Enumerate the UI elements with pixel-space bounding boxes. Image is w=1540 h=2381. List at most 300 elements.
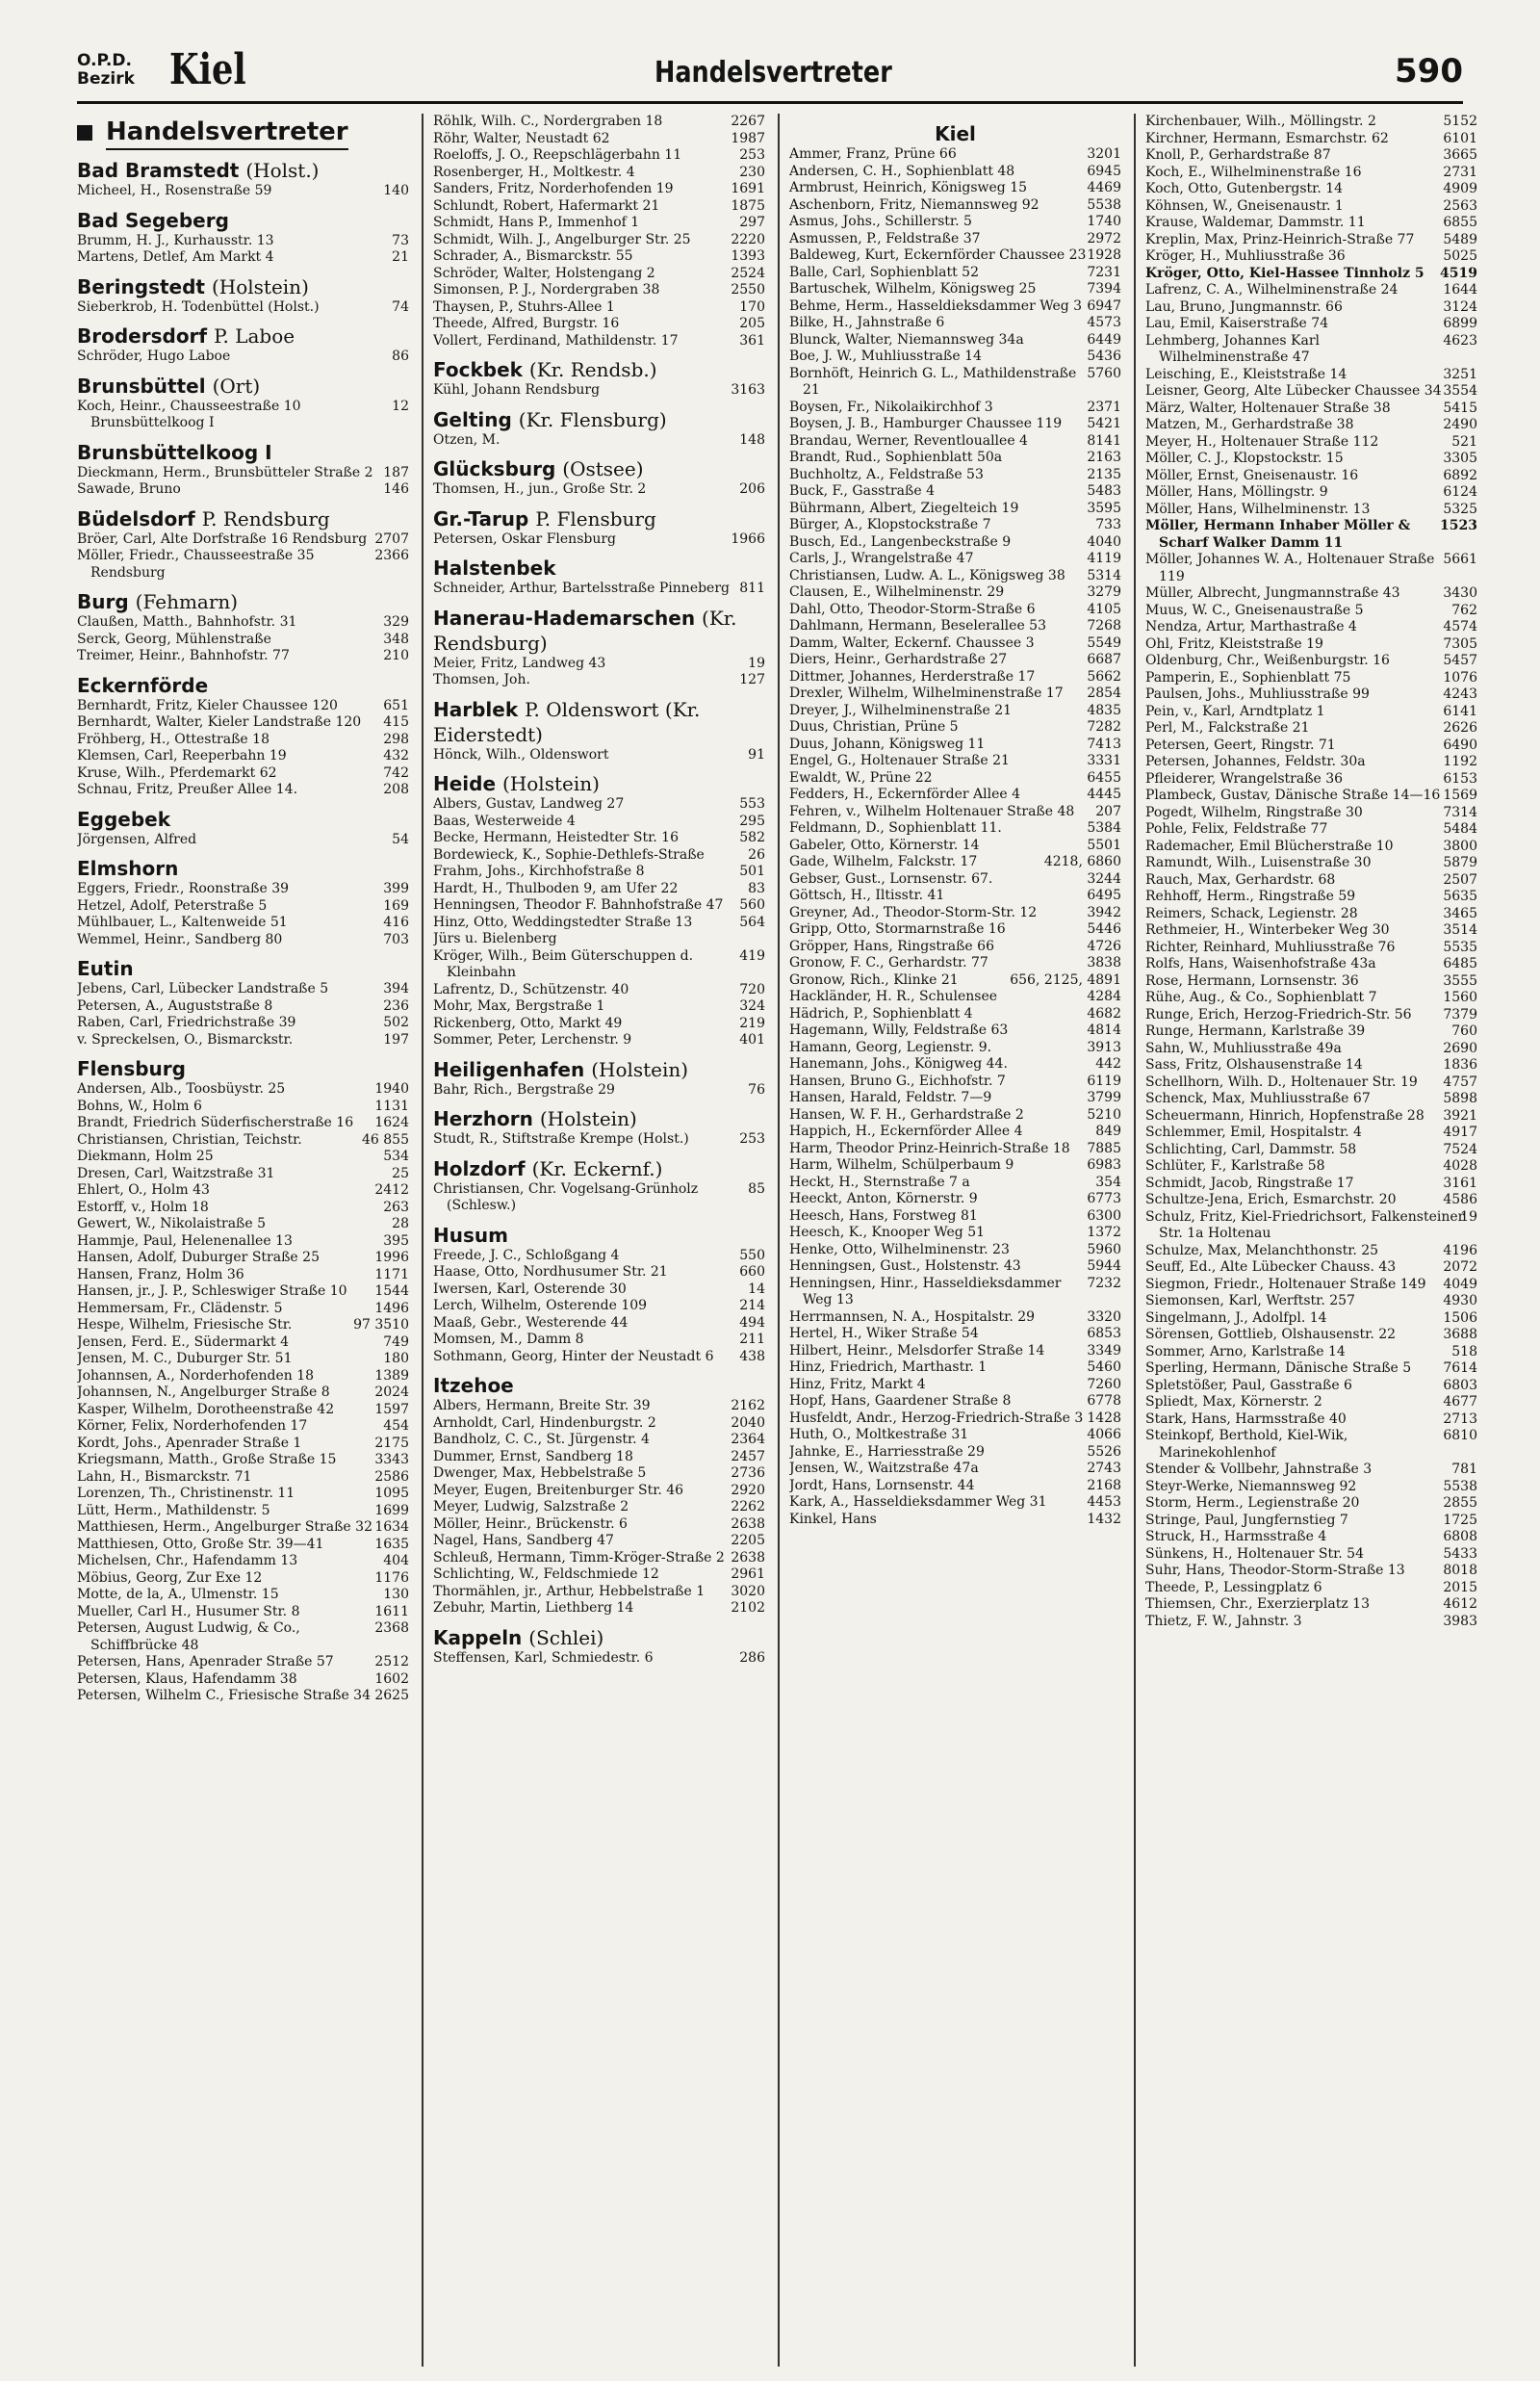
locality-name: Eggebek (77, 807, 171, 831)
directory-entry (77, 1216, 409, 1233)
phone-number: 6485 (1443, 956, 1477, 971)
entry-text: Hansen, Harald, Feldstr. 7—9 (789, 1090, 992, 1105)
phone-number: 3201 (1087, 146, 1121, 162)
entry-text: Bahr, Rich., Bergstraße 29 (433, 1081, 615, 1098)
entry-text: Rühe, Aug., & Co., Sophienblatt 7 (1145, 990, 1377, 1005)
entry-text: Baldeweg, Kurt, Eckernförder Chaussee 23 (789, 247, 1087, 263)
phone-number: 7305 (1443, 635, 1477, 652)
directory-entry (789, 905, 1121, 922)
phone-number: 5483 (1087, 483, 1121, 499)
phone-number: 1836 (1443, 1057, 1477, 1073)
directory-entry (789, 1225, 1121, 1242)
phone-number: 6687 (1087, 652, 1121, 667)
directory-entry (77, 748, 409, 765)
entry-text: Bröer, Carl, Alte Dorfstraße 16 Rendsburg (77, 531, 368, 547)
phone-number: 1523 (1440, 518, 1477, 533)
column-3 (789, 114, 1121, 2367)
directory-entry (77, 233, 409, 250)
entry-text: Hinz, Friedrich, Marthastr. 1 (789, 1359, 988, 1375)
entry-text: Huth, O., Moltkestraße 31 (789, 1427, 969, 1442)
phone-number: 6449 (1087, 331, 1121, 348)
phone-number: 494 (739, 1314, 765, 1331)
entry-text: Estorff, v., Holm 18 (77, 1199, 209, 1215)
directory-entry (77, 1553, 409, 1570)
locality-heading (77, 589, 409, 614)
entry-text: Hansen, Adolf, Duburger Straße 25 (77, 1250, 320, 1265)
phone-number: 7885 (1087, 1140, 1121, 1156)
phone-number: 4623 (1443, 332, 1477, 349)
phone-number: 550 (739, 1247, 765, 1263)
phone-number: 12 (392, 398, 409, 414)
phone-number: 140 (383, 183, 409, 198)
locality-heading (77, 506, 409, 531)
directory-entry (1145, 922, 1477, 940)
locality-qualifier: (Kr. Flensburg) (518, 407, 667, 431)
locality-qualifier: (Holstein) (539, 1107, 637, 1130)
phone-number: 4445 (1087, 787, 1121, 802)
directory-entry (77, 1099, 409, 1116)
directory-entry (433, 248, 765, 266)
phone-number: 760 (1451, 1023, 1477, 1039)
phone-number: 2205 (731, 1533, 765, 1548)
directory-entry (789, 433, 1121, 451)
phone-number: 6983 (1087, 1157, 1121, 1173)
directory-entry (789, 366, 1121, 400)
entry-text: Henningsen, Theodor F. Bahnhofstraße 47 (433, 897, 724, 913)
phone-number: 2972 (1087, 230, 1121, 246)
phone-number: 1432 (1087, 1511, 1121, 1527)
directory-entry (1145, 1041, 1477, 1058)
directory-entry (433, 1264, 765, 1281)
locality-name: Brodersdorf (77, 324, 208, 348)
locality-qualifier: (Kr. Rendsb.) (528, 358, 657, 381)
page-number: 590 (1395, 52, 1463, 91)
section-square-icon (77, 125, 92, 141)
directory-entry (77, 632, 409, 649)
phone-number: 2102 (731, 1600, 765, 1616)
phone-number: 3320 (1087, 1308, 1121, 1325)
phone-number: 7260 (1087, 1376, 1121, 1392)
entry-text: Kreplin, Max, Prinz-Heinrich-Straße 77 (1145, 231, 1415, 247)
entry-text: Möller, Johannes W. A., Holtenauer Straße 119 (1145, 552, 1435, 584)
directory-entry (1145, 1529, 1477, 1546)
phone-number: 534 (383, 1149, 409, 1164)
phone-number: 660 (739, 1264, 765, 1280)
locality-qualifier: (Holstein) (211, 274, 309, 298)
locality-qualifier: P. Oldenswort (Kr. Eiderstedt) (433, 697, 701, 746)
directory-entry (1145, 367, 1477, 384)
entry-text: Hanemann, Johs., Königweg 44. (789, 1056, 1008, 1072)
directory-entry (1145, 502, 1477, 519)
directory-entry (789, 298, 1121, 316)
entry-text: Gripp, Otto, Stormarnstraße 16 (789, 921, 1006, 937)
locality-name: Brunsbüttel (77, 374, 206, 398)
entry-text: Martens, Detlef, Am Markt 4 (77, 249, 274, 265)
phone-number: 3800 (1443, 838, 1477, 854)
entry-text: Diekmann, Holm 25 (77, 1149, 214, 1164)
phone-number: 5960 (1087, 1241, 1121, 1257)
entry-text: Hammje, Paul, Helenenallee 13 (77, 1232, 293, 1249)
entry-text: Sommer, Arno, Karlstraße 14 (1145, 1343, 1346, 1359)
entry-text: Mueller, Carl H., Husumer Str. 8 (77, 1603, 300, 1619)
phone-number: 454 (383, 1418, 409, 1434)
directory-entry (77, 1469, 409, 1487)
phone-number: 8018 (1443, 1563, 1477, 1578)
directory-entry (433, 1181, 765, 1215)
directory-entry (1145, 1344, 1477, 1361)
directory-entry (77, 732, 409, 749)
directory-entry (77, 1503, 409, 1520)
entry-text: Rose, Hermann, Lornsenstr. 36 (1145, 972, 1359, 989)
locality-name: Eutin (77, 957, 134, 980)
directory-entry (77, 1200, 409, 1217)
entry-text: Dieckmann, Herm., Brunsbütteler Straße 2 (77, 464, 373, 480)
entry-text: Sothmann, Georg, Hinter der Neustadt 6 (433, 1348, 714, 1364)
directory-entry (1145, 1209, 1477, 1243)
phone-number: 2855 (1443, 1495, 1477, 1511)
phone-number: 1076 (1443, 669, 1477, 686)
locality-name: Bad Bramstedt (77, 159, 240, 182)
entry-text: Richter, Reinhard, Muhliusstraße 76 (1145, 939, 1396, 955)
phone-number: 4119 (1087, 551, 1121, 566)
locality-heading (77, 158, 409, 183)
entry-text: Schneider, Arthur, Bartelsstraße Pinneberg (433, 581, 730, 596)
directory-entry (789, 871, 1121, 889)
directory-entry (789, 1242, 1121, 1259)
entry-text: Dummer, Ernst, Sandberg 18 (433, 1448, 633, 1464)
phone-number: 3554 (1443, 383, 1477, 399)
directory-entry (77, 1149, 409, 1166)
directory-entry (433, 165, 765, 182)
phone-number: 501 (739, 864, 765, 879)
directory-entry (789, 1512, 1121, 1529)
locality-name: Flensburg (77, 1057, 186, 1080)
directory-entry (433, 1398, 765, 1415)
entry-text: Engel, G., Holtenauer Straße 21 (789, 753, 1010, 768)
directory-entry (789, 1090, 1121, 1107)
phone-number: 4930 (1443, 1293, 1477, 1308)
phone-number: 2024 (374, 1385, 409, 1400)
locality-heading (433, 606, 765, 656)
entry-text: Boysen, J. B., Hamburger Chaussee 119 (789, 416, 1063, 431)
phone-number: 1940 (374, 1081, 409, 1097)
phone-number: 6300 (1087, 1207, 1121, 1224)
directory-entry (433, 814, 765, 831)
directory-entry (1145, 451, 1477, 468)
entry-text: Bernhardt, Walter, Kieler Landstraße 120 (77, 714, 362, 730)
phone-number: 2736 (731, 1465, 765, 1481)
phone-number: 295 (739, 813, 765, 829)
directory-entry (789, 635, 1121, 653)
locality-heading (77, 324, 409, 349)
entry-text: Möller, Friedr., Chausseestraße 35 Rendsburg (77, 548, 315, 581)
entry-text: Gabeler, Otto, Körnerstr. 14 (789, 837, 980, 853)
directory-entry (789, 534, 1121, 552)
locality-name: Halstenbek (433, 556, 556, 580)
phone-number: 219 (739, 1015, 765, 1031)
entry-text: Diers, Heinr., Gerhardstraße 27 (789, 652, 1008, 667)
running-title: Handelsvertreter (654, 56, 892, 90)
entry-text: Iwersen, Karl, Osterende 30 (433, 1281, 627, 1297)
column-divider (778, 114, 780, 2367)
phone-number: 5538 (1443, 1478, 1477, 1494)
entry-text: Schenck, Max, Muhliusstraße 67 (1145, 1091, 1371, 1106)
phone-number: 4612 (1443, 1596, 1477, 1612)
phone-number: 3514 (1443, 922, 1477, 938)
directory-entry (77, 932, 409, 949)
directory-entry (1145, 821, 1477, 839)
phone-number: 2731 (1443, 164, 1477, 180)
phone-number: 1635 (374, 1536, 409, 1552)
entry-text: Hansen, Franz, Holm 36 (77, 1266, 244, 1282)
entry-text: Duus, Christian, Prüne 5 (789, 719, 959, 735)
phone-number: 3838 (1087, 955, 1121, 971)
directory-entry (789, 501, 1121, 518)
locality-name: Beringstedt (77, 274, 205, 298)
phone-number: 4757 (1443, 1074, 1477, 1090)
directory-entry (1145, 1310, 1477, 1328)
column-4 (1145, 114, 1477, 2367)
entry-text: Möller, Ernst, Gneisenaustr. 16 (1145, 467, 1359, 483)
directory-entry (433, 432, 765, 450)
directory-entry (1145, 232, 1477, 249)
entry-text: Petersen, A., Auguststraße 8 (77, 997, 273, 1014)
phone-number: 1176 (374, 1569, 409, 1586)
column-divider (1134, 114, 1136, 2367)
entry-text: Gronow, F. C., Gerhardstr. 77 (789, 955, 988, 971)
directory-entry (789, 1040, 1121, 1057)
directory-entry (433, 531, 765, 549)
directory-entry (1145, 956, 1477, 973)
directory-entry (433, 1483, 765, 1500)
locality-name: Heide (433, 772, 497, 795)
phone-number: 5460 (1087, 1359, 1121, 1375)
phone-number: 2072 (1443, 1259, 1477, 1275)
phone-number: 1740 (1087, 214, 1121, 229)
phone-number: 1987 (731, 130, 765, 146)
entry-text: Sass, Fritz, Olshausenstraße 14 (1145, 1057, 1363, 1073)
directory-entry (1145, 906, 1477, 923)
directory-entry (789, 467, 1121, 484)
entry-text: Gronow, Rich., Klinke 21 (789, 971, 959, 988)
directory-entry (433, 1516, 765, 1534)
directory-entry (1145, 383, 1477, 401)
directory-entry (1145, 973, 1477, 991)
phone-number: 2512 (374, 1654, 409, 1669)
entry-text: Hädrich, P., Sophienblatt 4 (789, 1005, 973, 1022)
phone-number: 19 (748, 655, 765, 671)
phone-number: 91 (748, 746, 765, 763)
phone-number: 7231 (1087, 264, 1121, 280)
entry-text: Dreyer, J., Wilhelminenstraße 21 (789, 702, 1013, 718)
directory-entry (1145, 316, 1477, 333)
directory-entry (1145, 114, 1477, 131)
entry-text: Leisner, Georg, Alte Lübecker Chaussee 34 (1145, 383, 1442, 399)
directory-entry (433, 1415, 765, 1433)
phone-number: 324 (739, 998, 765, 1014)
entry-text: Asmussen, P., Feldstraße 37 (789, 230, 981, 246)
locality-qualifier: (Schlei) (528, 1625, 604, 1649)
phone-number: 46 855 (362, 1131, 409, 1148)
entry-text: Sieberkrob, H. Todenbüttel (Holst.) (77, 298, 320, 315)
phone-number: 1725 (1443, 1512, 1477, 1528)
phone-number: 1597 (374, 1401, 409, 1417)
entry-text: Jahnke, E., Harriesstraße 29 (789, 1443, 985, 1460)
entry-text: Ammer, Franz, Prüne 66 (789, 146, 957, 162)
directory-entry (433, 181, 765, 198)
directory-entry (77, 1182, 409, 1200)
entry-text: Micheel, H., Rosenstraße 59 (77, 183, 272, 198)
directory-entry (77, 349, 409, 366)
phone-number: 502 (383, 1015, 409, 1030)
phone-number: 354 (1095, 1174, 1121, 1190)
phone-number: 2638 (731, 1515, 765, 1532)
entry-text: Lerch, Wilhelm, Osterende 109 (433, 1298, 648, 1313)
directory-entry (77, 1132, 409, 1150)
entry-text: Heesch, K., Knooper Weg 51 (789, 1225, 986, 1240)
directory-entry (1145, 518, 1477, 552)
entry-text: Fehren, v., Wilhelm Holtenauer Straße 48 (789, 803, 1075, 819)
phone-number: 5210 (1087, 1106, 1121, 1123)
directory-entry (1145, 1495, 1477, 1513)
entry-text: Schlichting, Carl, Dammstr. 58 (1145, 1141, 1357, 1157)
phone-number: 4218, 6860 (1043, 854, 1121, 869)
entry-text: Buck, F., Gasstraße 4 (789, 483, 935, 499)
phone-number: 1569 (1443, 788, 1477, 803)
directory-entry (789, 197, 1121, 215)
entry-text: Sanders, Fritz, Norderhofenden 19 (433, 181, 674, 196)
entry-text: Petersen, Johannes, Feldstr. 30a (1145, 754, 1366, 769)
directory-entry (1145, 282, 1477, 299)
entry-text: Oldenburg, Chr., Weißenburgstr. 16 (1145, 653, 1390, 668)
directory-entry (789, 315, 1121, 332)
entry-text: Leisching, E., Kleiststraße 14 (1145, 366, 1348, 382)
phone-number: 1372 (1087, 1225, 1121, 1240)
entry-text: Hopf, Hans, Gaardener Straße 8 (789, 1393, 1012, 1409)
directory-entry (1145, 1277, 1477, 1294)
directory-entry (77, 1537, 409, 1554)
directory-entry (433, 672, 765, 689)
phone-number: 2507 (1443, 871, 1477, 888)
locality-heading (77, 956, 409, 981)
directory-entry (433, 1449, 765, 1466)
phone-number: 1624 (374, 1115, 409, 1130)
phone-number: 5152 (1443, 114, 1477, 129)
locality-heading (433, 1373, 765, 1398)
directory-entry (789, 737, 1121, 754)
locality-heading (77, 807, 409, 832)
entry-text: Vollert, Ferdinand, Mathildenstr. 17 (433, 332, 679, 349)
locality-heading (433, 556, 765, 581)
phone-number: 4726 (1087, 938, 1121, 954)
directory-entry (77, 1233, 409, 1251)
phone-number: 4049 (1443, 1276, 1477, 1292)
entry-text: Lau, Emil, Kaiserstraße 74 (1145, 316, 1329, 331)
locality-name: Kappeln (433, 1625, 523, 1649)
entry-text: Petersen, August Ludwig, & Co., Schiffbrücke 48 (77, 1620, 300, 1653)
directory-entry (789, 450, 1121, 467)
locality-name: Bad Segeberg (77, 208, 229, 232)
phone-number: 432 (383, 748, 409, 763)
entry-text: Matthiesen, Otto, Große Str. 39—41 (77, 1536, 324, 1552)
entry-text: Thormählen, jr., Arthur, Hebbelstraße 1 (433, 1583, 706, 1599)
entry-text: Schröder, Walter, Holstengang 2 (433, 265, 655, 281)
phone-number: 7282 (1087, 719, 1121, 735)
phone-number: 3799 (1087, 1090, 1121, 1105)
phone-number: 130 (383, 1587, 409, 1602)
section-title: Handelsvertreter (106, 116, 348, 150)
entry-text: Kordt, Johs., Apenrader Straße 1 (77, 1435, 302, 1451)
entry-text: Lafrentz, D., Schützenstr. 40 (433, 981, 629, 997)
entry-text: Schulze, Max, Melanchthonstr. 25 (1145, 1242, 1379, 1258)
directory-entry (433, 581, 765, 598)
directory-entry (1145, 1394, 1477, 1411)
directory-entry (1145, 198, 1477, 216)
entry-text: Dittmer, Johannes, Herderstraße 17 (789, 668, 1036, 685)
entry-text: Möller, Hermann Inhaber Möller & Scharf Walker Damm 11 (1145, 518, 1411, 551)
directory-entry (1145, 266, 1477, 283)
phone-number: 3942 (1087, 904, 1121, 920)
entry-text: Sahn, W., Muhliusstraße 49a (1145, 1040, 1342, 1056)
phone-number: 54 (392, 831, 409, 847)
phone-number: 2366 (374, 548, 409, 563)
entry-text: Otzen, M. (433, 431, 500, 448)
entry-text: März, Walter, Holtenauer Straße 38 (1145, 400, 1391, 416)
directory-entry (433, 316, 765, 333)
phone-number: 7614 (1443, 1360, 1477, 1376)
column-2 (433, 114, 765, 2367)
locality-qualifier: P. Laboe (214, 324, 295, 348)
entry-text: Göttsch, H., Iltisstr. 41 (789, 888, 945, 903)
phone-number: 253 (739, 147, 765, 163)
entry-text: Freede, J. C., Schloßgang 4 (433, 1247, 620, 1263)
entry-text: Thietz, F. W., Jahnstr. 3 (1145, 1613, 1302, 1629)
directory-entry (77, 1587, 409, 1604)
directory-entry (1145, 1378, 1477, 1395)
phone-number: 849 (1095, 1124, 1121, 1139)
phone-number: 5549 (1087, 634, 1121, 651)
locality-name: Gr.-Tarup (433, 506, 529, 531)
locality-name: Holzdorf (433, 1156, 526, 1180)
directory-entry (789, 551, 1121, 568)
entry-text: Matthiesen, Herm., Angelburger Straße 32 (77, 1519, 372, 1535)
phone-number: 5501 (1087, 837, 1121, 853)
phone-number: 127 (739, 672, 765, 687)
directory-entry (77, 1402, 409, 1419)
phone-number: 4040 (1087, 533, 1121, 550)
directory-entry (1145, 1546, 1477, 1564)
directory-entry (789, 1427, 1121, 1444)
directory-entry (77, 399, 409, 432)
locality-heading (433, 1106, 765, 1131)
phone-number: 206 (739, 481, 765, 497)
entry-text: Möbius, Georg, Zur Exe 12 (77, 1569, 263, 1586)
entry-text: Claußen, Matth., Bahnhofstr. 31 (77, 614, 297, 630)
phone-number: 28 (392, 1216, 409, 1231)
phone-number: 76 (748, 1081, 765, 1098)
directory-entry (789, 972, 1121, 990)
directory-entry (1145, 889, 1477, 906)
entry-text: Lehmberg, Johannes Karl Wilhelminenstraße 47 (1145, 332, 1321, 365)
phone-number: 3343 (374, 1452, 409, 1467)
directory-entry (433, 1650, 765, 1668)
directory-entry (789, 349, 1121, 366)
entry-text: Jebens, Carl, Lübecker Landstraße 5 (77, 981, 329, 996)
phone-number: 4284 (1087, 989, 1121, 1004)
directory-entry (77, 832, 409, 849)
entry-text: Petersen, Oskar Flensburg (433, 531, 617, 547)
entry-text: Albers, Hermann, Breite Str. 39 (433, 1398, 651, 1413)
